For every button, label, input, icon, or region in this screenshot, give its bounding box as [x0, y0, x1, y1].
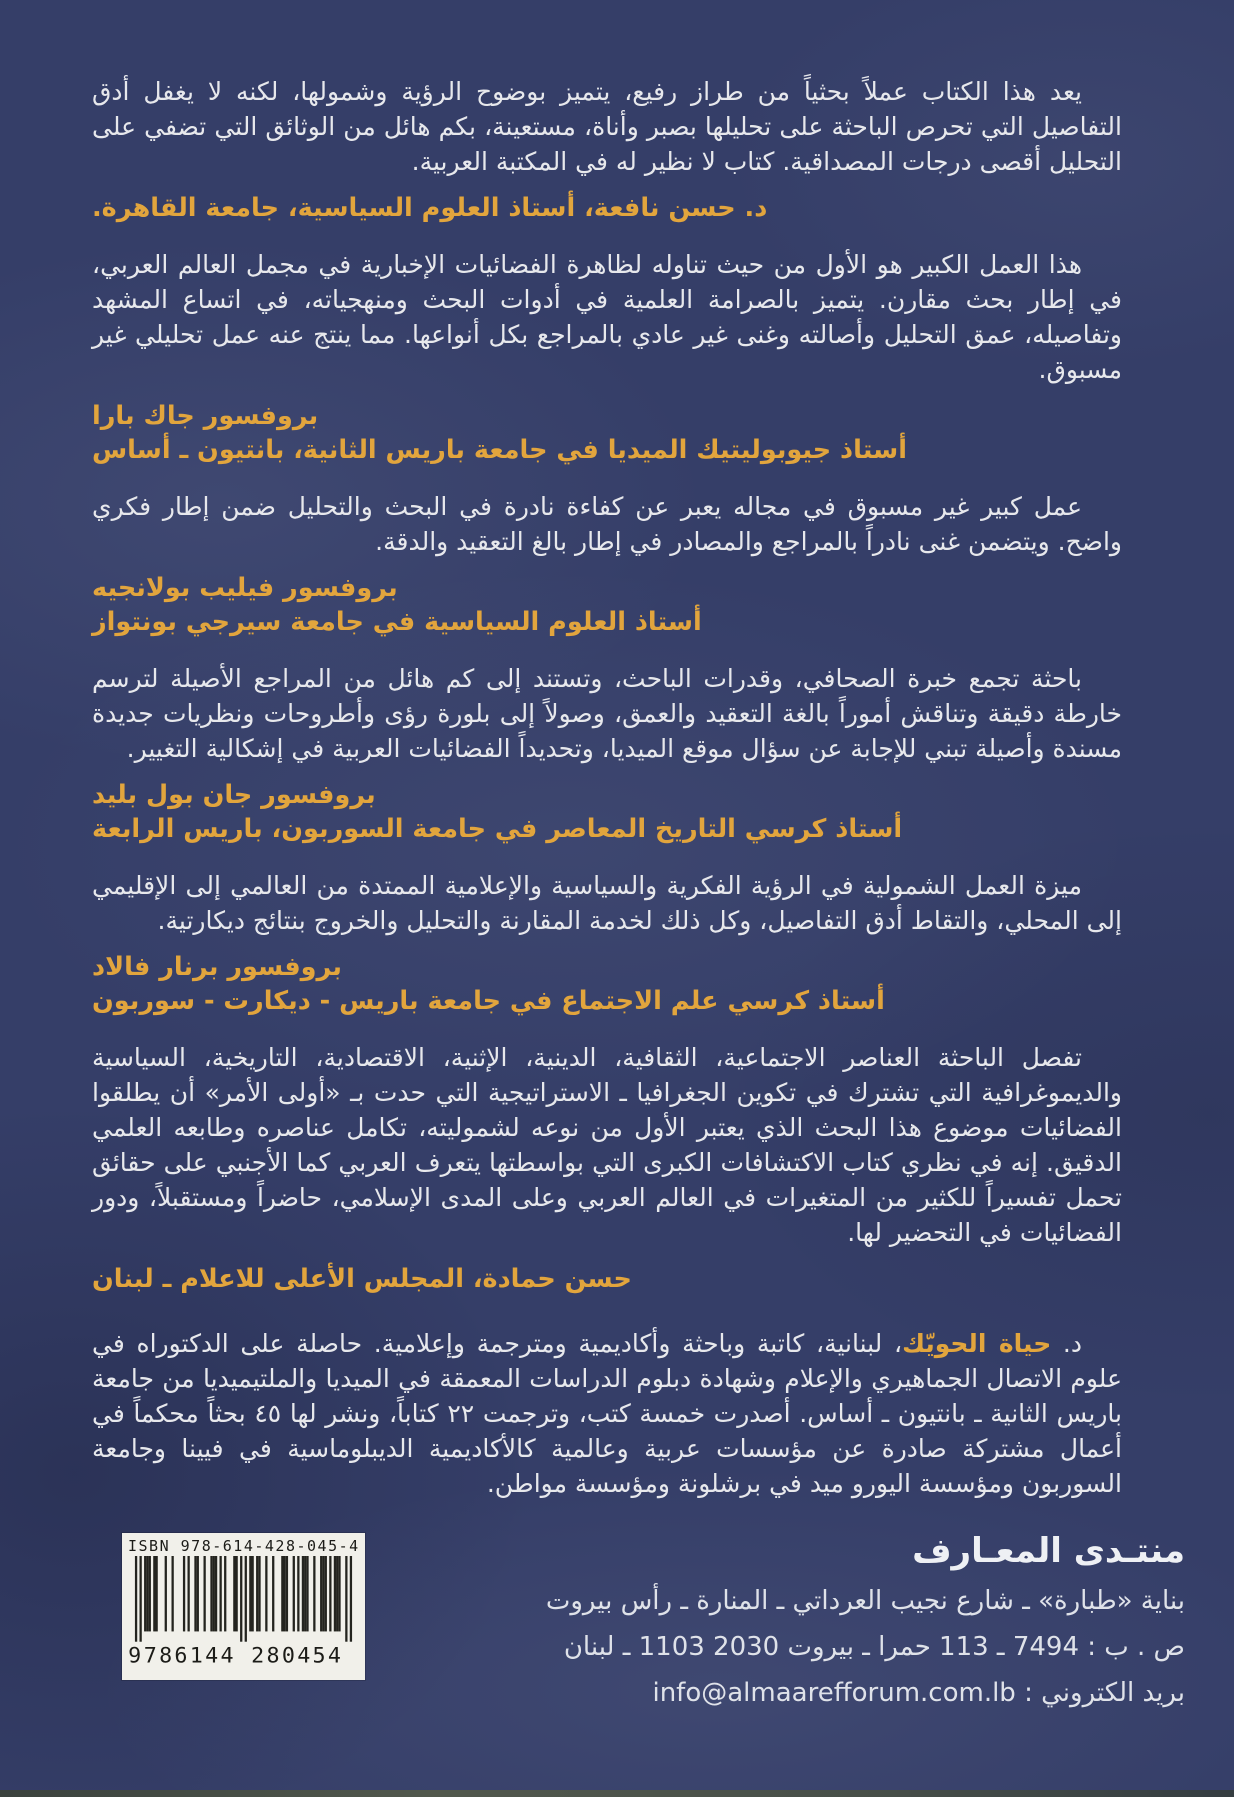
attribution-name: د. حسن نافعة، أستاذ العلوم السياسية، جامعة القاهرة.: [92, 193, 768, 223]
attribution-name: بروفسور فيليب بولانجيه: [92, 573, 398, 603]
cover-bottom-edge-strip: [0, 1790, 1234, 1797]
attribution-title: أستاذ العلوم السياسية في جامعة سيرجي بونتواز: [92, 607, 702, 637]
attribution-title: أستاذ جيوبوليتيك الميديا في جامعة باريس الثانية، بانتيون ـ أساس: [92, 435, 907, 465]
review-quote: باحثة تجمع خبرة الصحافي، وقدرات الباحث، وتستند إلى كم هائل من المراجع الأصيلة لترسم خارطة دقيقة وتناقش أموراً بالغة التعقيد والعمق، وصولاً إلى بلورة رؤى وأطروحات ونظريات جديدة مسندة وأصيلة تبني للإجابة عن سؤال موقع الميديا، وتحديداً الفضائيات العربية في إشكالية التغيير.: [92, 664, 1122, 763]
isbn-label: ISBN 978-614-428-045-4: [128, 1537, 360, 1555]
review-quote: ميزة العمل الشمولية في الرؤية الفكرية والسياسية والإعلامية الممتدة من العالمي إلى الإقليمي إلى المحلي، والتقاط أدق التفاصيل، وكل ذلك لخدمة المقارنة والتحليل والخروج بنتائج ديكارتية.: [92, 871, 1122, 935]
attribution-name: بروفسور برنار فالاد: [92, 952, 342, 982]
isbn-barcode: [122, 1533, 365, 1680]
review-attribution: [92, 399, 1122, 467]
review-attribution: [92, 571, 1122, 639]
review-quote: هذا العمل الكبير هو الأول من حيث تناوله لظاهرة الفضائيات الإخبارية في مجمل العالم العربي، في إطار بحث مقارن. يتميز بالصرامة العلمية في أدوات البحث ومنهجياته، في اتساع المشهد وتفاصيله، عمق التحليل وأصالته وغنى غير عادي بالمراجع بكل أنواعها. مما ينتج عنه عمل تحليلي غير مسبوق.: [92, 250, 1122, 384]
publisher-email-line: بريد الكتروني : info@almaarefforum.com.lb: [652, 1678, 1185, 1708]
review-quote: عمل كبير غير مسبوق في مجاله يعبر عن كفاءة نادرة في البحث والتحليل ضمن إطار فكري واضح. ويتضمن غنى نادراً بالمراجع والمصادر في إطار بالغ التعقيد والدقة.: [92, 492, 1122, 556]
review-attribution: [92, 1262, 1122, 1296]
review-attribution: [92, 191, 1122, 225]
author-bio-text: ، لبنانية، كاتبة وباحثة وأكاديمية ومترجمة وإعلامية. حاصلة على الدكتوراه في علوم الاتصال الجماهيري والإعلام وشهادة دبلوم الدراسات المعمقة في الميديا والملتيميديا من جامعة باريس الثانية ـ بانتيون ـ أساس. أصدرت خمسة كتب، وترجمت ٢٢ كتاباً، ونشر لها ٤٥ بحثاً محكماً في أعمال مشتركة صادرة عن مؤسسات عربية وعالمية كالأكاديمية الديبلوماسية في فيينا وجامعة السوربون ومؤسسة اليورو ميد في برشلونة ومؤسسة مواطن.: [92, 1329, 1122, 1498]
attribution-title: أستاذ كرسي علم الاجتماع في جامعة باريس - ديكارت - سوربون: [92, 986, 885, 1016]
attribution-name: بروفسور جاك بارا: [92, 401, 319, 431]
author-title: د.: [1051, 1329, 1082, 1358]
attribution-name: حسن حمادة، المجلس الأعلى للاعلام ـ لبنان: [92, 1264, 632, 1294]
review-quote: تفصل الباحثة العناصر الاجتماعية، الثقافية، الدينية، الإثنية، الاقتصادية، التاريخية، السياسية والديموغرافية التي تشترك في تكوين الجغرافيا ـ الاستراتيجية التي حدت بـ «أولى الأمر» أن يطلقوا الفضائيات موضوع هذا البحث الذي يعتبر الأول من نوعه لشموليته، تكامل عناصره وطابعه العلمي الدقيق. إنه في نظري كتاب الاكتشافات الكبرى التي بواسطتها يتعرف العربي كما الأجنبي على حقائق تحمل تفسيراً للكثير من المتغيرات في العالم العربي وعلى المدى الإسلامي، حاضراً ومستقبلاً، ودور الفضائيات في التحضير لها.: [92, 1043, 1122, 1247]
publisher-address-line2: ص . ب : 7494 ـ 113 حمرا ـ بيروت 2030 1103 ـ لبنان: [563, 1632, 1185, 1662]
publisher-name: منتـدى المعـارف: [912, 1531, 1185, 1571]
svg-text:280454: 280454: [251, 1643, 344, 1668]
attribution-title: أستاذ كرسي التاريخ المعاصر في جامعة السوربون، باريس الرابعة: [92, 814, 903, 844]
review-attribution: [92, 778, 1122, 846]
publisher-block: [545, 1530, 1185, 1716]
svg-text:786144: 786144: [143, 1643, 236, 1668]
review-attribution: [92, 950, 1122, 1018]
author-name: حياة الحويّك: [902, 1329, 1052, 1358]
review-quote: يعد هذا الكتاب عملاً بحثياً من طراز رفيع، يتميز بوضوح الرؤية وشمولها، لكنه لا يغفل أدق التفاصيل التي تحرص الباحثة على تحليلها بصبر وأناة، مستعينة، بكم هائل من الوثائق التي تضفي على التحليل أقصى درجات المصداقية. كتاب لا نظير له في المكتبة العربية.: [92, 77, 1122, 176]
svg-text:9: 9: [128, 1643, 144, 1668]
author-bio: [92, 1326, 1122, 1501]
publisher-address-line1: بناية «طبارة» ـ شارع نجيب العرداتي ـ المنارة ـ رأس بيروت: [545, 1586, 1185, 1616]
attribution-name: بروفسور جان بول بليد: [92, 780, 376, 810]
ean13-barcode-graphic: [128, 1556, 359, 1668]
